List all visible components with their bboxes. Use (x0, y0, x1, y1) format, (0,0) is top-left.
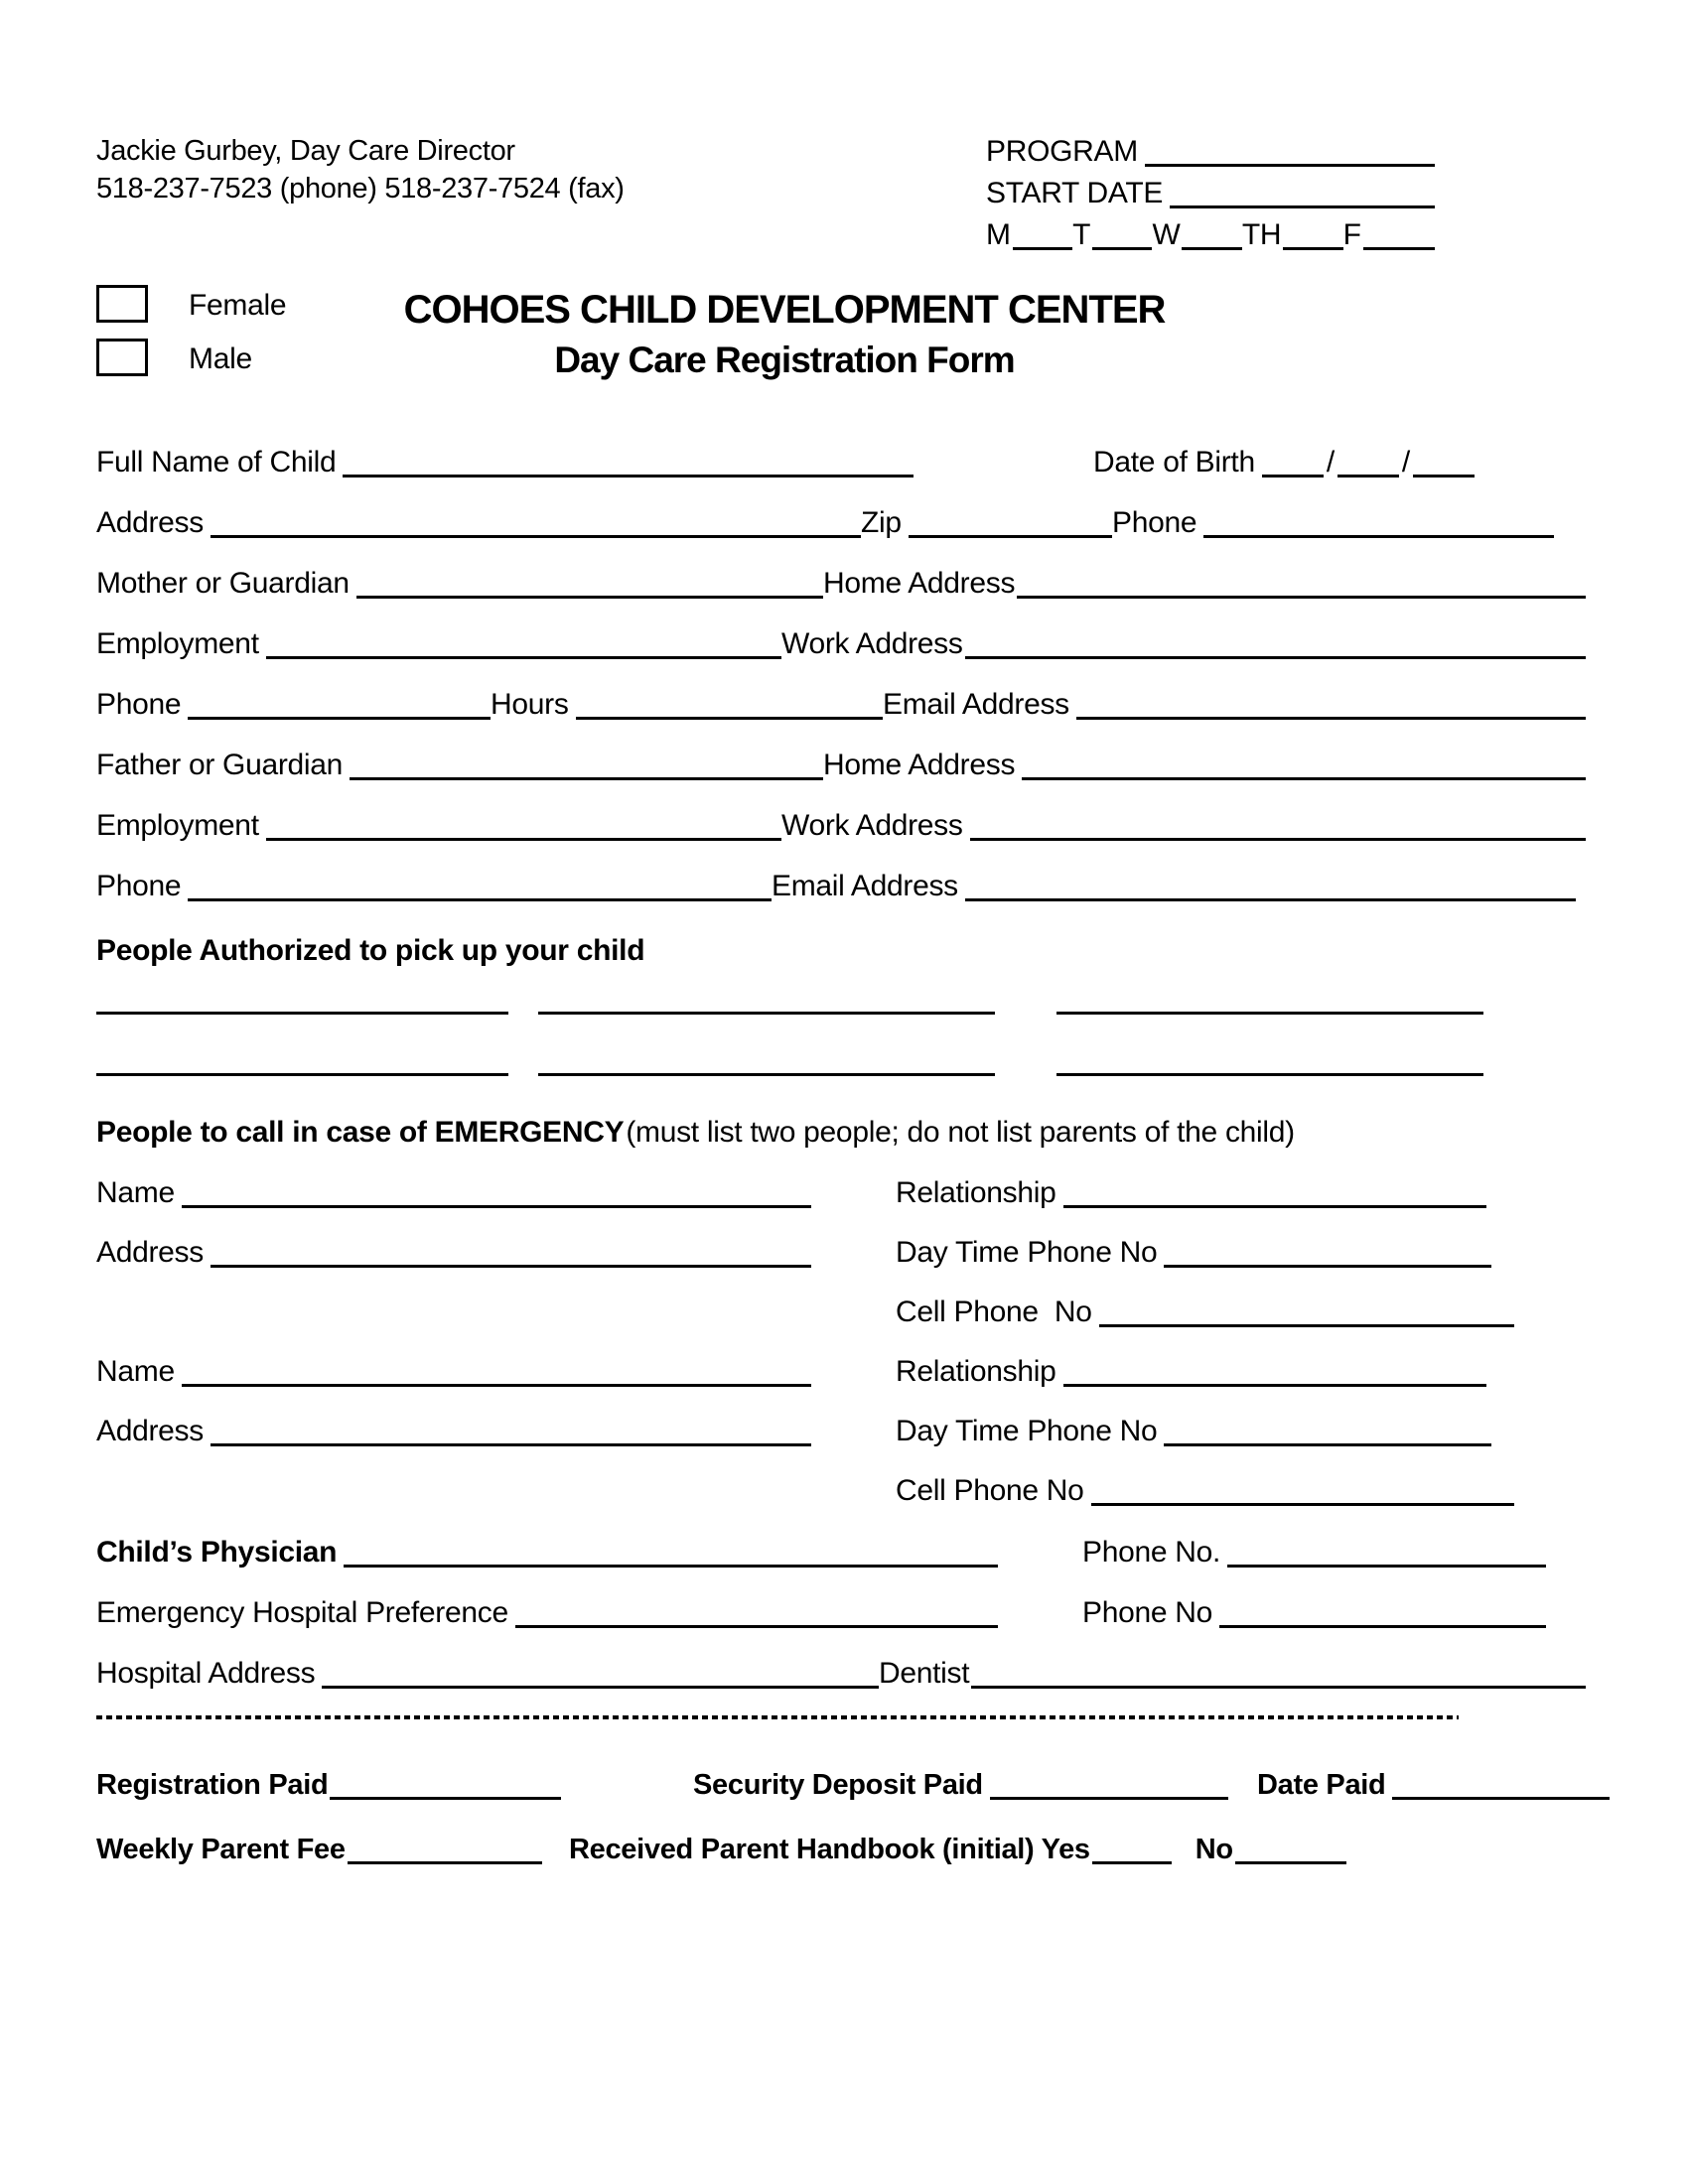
father-employment-row (96, 797, 1586, 841)
emergency1-cell-phone-line[interactable] (1099, 1295, 1514, 1327)
security-deposit-label: Security Deposit Paid (693, 1769, 983, 1801)
mother-name-label: Mother or Guardian (96, 567, 350, 600)
emergency1-relationship-line[interactable] (1063, 1175, 1486, 1208)
dob-year-line[interactable] (1413, 445, 1475, 478)
emergency1-cell-row (96, 1284, 1586, 1327)
father-name-label: Father or Guardian (96, 749, 344, 781)
father-home-address-label: Home Address (823, 749, 1016, 781)
pickup-person-line-6[interactable] (1056, 1043, 1483, 1076)
father-row (96, 737, 1586, 780)
physician-label: Child’s Physician (96, 1536, 338, 1569)
male-checkbox[interactable] (96, 339, 148, 376)
mother-phone-row (96, 676, 1586, 720)
emergency2-name-line[interactable] (182, 1354, 811, 1387)
hospital-preference-row (96, 1584, 1586, 1628)
emergency1-address-label: Address (96, 1236, 204, 1269)
dob-label: Date of Birth (1093, 446, 1255, 478)
mother-phone-line[interactable] (188, 687, 491, 720)
child-address-line[interactable] (211, 505, 861, 538)
physician-row (96, 1524, 1586, 1568)
full-name-label: Full Name of Child (96, 446, 337, 478)
emergency-heading-row (96, 1104, 1586, 1148)
emergency1-address-line[interactable] (211, 1235, 811, 1268)
day-thursday-line[interactable] (1283, 217, 1342, 250)
dob-slash-1: / (1326, 446, 1335, 478)
father-work-address-line[interactable] (970, 808, 1586, 841)
form-title-block (298, 290, 1271, 378)
father-employment-label: Employment (96, 809, 259, 842)
mother-email-label: Email Address (883, 688, 1069, 721)
emergency-heading: People to call in case of EMERGENCY (96, 1116, 625, 1149)
emergency1-day-phone-line[interactable] (1164, 1235, 1491, 1268)
hospital-address-row (96, 1645, 1586, 1689)
hospital-preference-label: Emergency Hospital Preference (96, 1596, 508, 1629)
dob-group (1093, 445, 1475, 478)
pickup-person-line-1[interactable] (96, 982, 508, 1015)
father-phone-row (96, 858, 1576, 901)
director-name-line: Jackie Gurbey, Day Care Director (96, 135, 515, 167)
emergency2-address-row (96, 1403, 1586, 1446)
day-tuesday-line[interactable] (1092, 217, 1152, 250)
physician-line[interactable] (344, 1535, 998, 1568)
emergency-heading-note: (must list two people; do not list parents of the child) (626, 1116, 1295, 1149)
mother-name-line[interactable] (356, 566, 823, 599)
handbook-no-label: No (1195, 1834, 1233, 1865)
security-deposit-line[interactable] (990, 1767, 1228, 1800)
hospital-phone-line[interactable] (1219, 1595, 1546, 1628)
dob-month-line[interactable] (1262, 445, 1324, 478)
day-monday-label: M (986, 218, 1011, 251)
handbook-yes-label: Received Parent Handbook (initial) Yes (569, 1834, 1090, 1865)
pickup-heading-row (96, 922, 1586, 966)
weekly-fee-row (96, 1821, 1586, 1864)
date-paid-label: Date Paid (1257, 1769, 1386, 1801)
father-email-line[interactable] (965, 869, 1576, 901)
child-address-row (96, 494, 1554, 538)
child-address-label: Address (96, 506, 204, 539)
emergency1-name-label: Name (96, 1176, 175, 1209)
child-phone-line[interactable] (1203, 505, 1554, 538)
father-employment-line[interactable] (266, 808, 781, 841)
start-date-line[interactable] (1170, 176, 1435, 208)
start-date-row (986, 169, 1435, 208)
day-friday-line[interactable] (1363, 217, 1435, 250)
mother-hours-line[interactable] (576, 687, 883, 720)
father-phone-line[interactable] (188, 869, 772, 901)
emergency2-day-phone-line[interactable] (1164, 1414, 1491, 1446)
mother-home-address-label: Home Address (823, 567, 1016, 600)
handbook-no-line[interactable] (1235, 1832, 1346, 1864)
emergency2-cell-row (96, 1462, 1586, 1506)
pickup-lines-row-1 (96, 985, 1586, 1015)
pickup-person-line-5[interactable] (538, 1043, 995, 1076)
mother-employment-label: Employment (96, 627, 259, 660)
emergency1-address-row (96, 1224, 1586, 1268)
zip-line[interactable] (909, 505, 1112, 538)
start-date-label: START DATE (986, 177, 1164, 209)
mother-hours-label: Hours (491, 688, 569, 721)
hospital-preference-line[interactable] (515, 1595, 998, 1628)
emergency1-relationship-label: Relationship (896, 1176, 1056, 1209)
payment-row (96, 1756, 1586, 1800)
dentist-line[interactable] (971, 1656, 1586, 1689)
emergency1-day-phone-label: Day Time Phone No (896, 1236, 1158, 1269)
emergency1-cell-phone-label: Cell Phone No (896, 1296, 1092, 1328)
program-label: PROGRAM (986, 135, 1138, 168)
emergency1-name-row (96, 1164, 1586, 1208)
day-wednesday-label: W (1152, 218, 1181, 251)
father-home-address-line[interactable] (1022, 748, 1586, 780)
center-name-title: COHOES CHILD DEVELOPMENT CENTER (403, 288, 1166, 332)
pickup-person-line-3[interactable] (1056, 982, 1483, 1015)
mother-work-address-line[interactable] (965, 626, 1586, 659)
program-line[interactable] (1145, 134, 1435, 167)
pickup-person-line-2[interactable] (538, 982, 995, 1015)
day-monday-line[interactable] (1013, 217, 1072, 250)
mother-employment-row (96, 615, 1586, 659)
day-wednesday-line[interactable] (1182, 217, 1241, 250)
day-friday-label: F (1342, 218, 1361, 251)
form-name-title: Day Care Registration Form (554, 340, 1015, 380)
full-name-row (96, 434, 1586, 478)
day-thursday-label: TH (1241, 218, 1282, 251)
registration-paid-label: Registration Paid (96, 1769, 329, 1801)
mother-employment-line[interactable] (266, 626, 781, 659)
mother-phone-label: Phone (96, 688, 182, 721)
emergency1-name-line[interactable] (182, 1175, 811, 1208)
father-name-line[interactable] (350, 748, 823, 780)
director-phone-line: 518-237-7523 (phone) 518-237-7524 (fax) (96, 173, 625, 205)
handbook-yes-line[interactable] (1092, 1832, 1172, 1864)
hospital-address-line[interactable] (322, 1656, 879, 1689)
full-name-line[interactable] (343, 445, 914, 478)
hospital-address-label: Hospital Address (96, 1657, 316, 1690)
weekly-fee-label: Weekly Parent Fee (96, 1834, 346, 1865)
emergency2-name-row (96, 1343, 1586, 1387)
father-phone-label: Phone (96, 870, 182, 902)
emergency2-name-label: Name (96, 1355, 175, 1388)
physician-phone-line[interactable] (1227, 1535, 1546, 1568)
registration-paid-line[interactable] (330, 1767, 561, 1800)
weekly-fee-line[interactable] (348, 1832, 542, 1864)
director-contact-block (96, 132, 625, 207)
mother-row (96, 555, 1586, 599)
pickup-person-line-4[interactable] (96, 1043, 508, 1076)
day-tuesday-label: T (1072, 218, 1091, 251)
emergency2-address-line[interactable] (211, 1414, 811, 1446)
female-checkbox[interactable] (96, 285, 148, 323)
mother-home-address-line[interactable] (1017, 566, 1586, 599)
father-work-address-label: Work Address (781, 809, 963, 842)
pickup-lines-row-2 (96, 1046, 1586, 1076)
pickup-heading: People Authorized to pick up your child (96, 934, 645, 967)
emergency2-address-label: Address (96, 1415, 204, 1447)
zip-label: Zip (861, 506, 902, 539)
dashed-divider (96, 1715, 1459, 1719)
child-phone-label: Phone (1112, 506, 1197, 539)
hospital-phone-label: Phone No (1082, 1596, 1213, 1629)
mother-email-line[interactable] (1076, 687, 1586, 720)
date-paid-line[interactable] (1392, 1767, 1610, 1800)
emergency2-cell-phone-label: Cell Phone No (896, 1474, 1084, 1507)
dob-day-line[interactable] (1337, 445, 1399, 478)
dob-slash-2: / (1401, 446, 1410, 478)
mother-work-address-label: Work Address (781, 627, 963, 660)
father-email-label: Email Address (772, 870, 958, 902)
emergency2-cell-phone-line[interactable] (1091, 1473, 1514, 1506)
emergency2-relationship-line[interactable] (1063, 1354, 1486, 1387)
female-label: Female (189, 289, 287, 322)
program-block (986, 127, 1435, 250)
days-row (986, 210, 1435, 250)
emergency2-relationship-label: Relationship (896, 1355, 1056, 1388)
dentist-label: Dentist (879, 1657, 970, 1690)
program-row (986, 127, 1435, 167)
physician-phone-label: Phone No. (1082, 1536, 1221, 1569)
male-label: Male (189, 342, 252, 375)
emergency2-day-phone-label: Day Time Phone No (896, 1415, 1158, 1447)
